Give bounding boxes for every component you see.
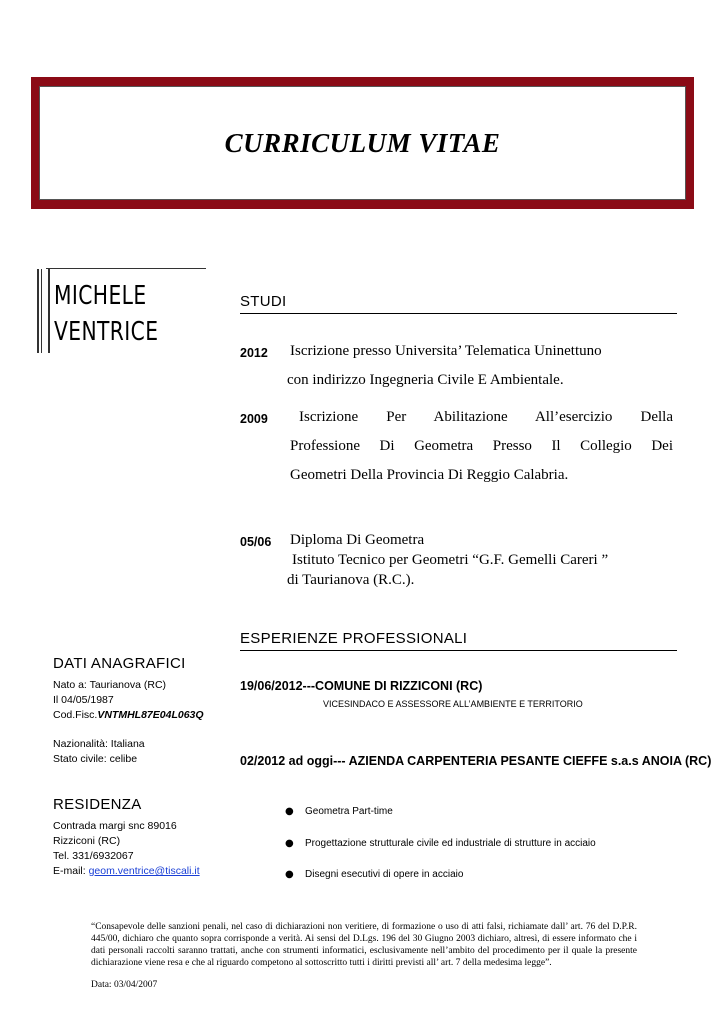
job-2-bullet-2: Progettazione strutturale civile ed industriale di strutture in acciaio xyxy=(305,838,596,849)
residenza-heading: RESIDENZA xyxy=(53,796,142,813)
residenza-line2: Rizziconi (RC) xyxy=(53,835,121,847)
studi-heading: STUDI xyxy=(240,293,287,310)
codfisc-value: VNTMHL87E04L063Q xyxy=(97,709,204,721)
email-link[interactable]: geom.ventrice@tiscali.it xyxy=(88,865,200,877)
studi-entry-3-line1: Diploma Di Geometra xyxy=(290,532,425,548)
job-1-title: 19/06/2012---COMUNE DI RIZZICONI (RC) xyxy=(240,679,483,693)
person-name xyxy=(54,278,158,350)
anagrafici-nato: Nato a: Taurianova (RC) xyxy=(53,679,167,691)
job-1-role: VICESINDACO E ASSESSORE ALL’AMBIENTE E TERRITORIO xyxy=(323,699,583,709)
title-banner-inner xyxy=(39,86,686,200)
document-date: Data: 03/04/2007 xyxy=(91,980,158,990)
studi-year-2: 2009 xyxy=(240,412,268,426)
name-top-rule xyxy=(46,268,206,269)
studi-entry-2-line2: Professione Di Geometra Presso Il Collegio Dei xyxy=(290,438,673,454)
studi-entry-3-line3: di Taurianova (R.C.). xyxy=(287,572,415,588)
bullet-icon: ● xyxy=(285,838,294,849)
name-decor-bars xyxy=(37,269,50,353)
residenza-line1: Contrada margi snc 89016 xyxy=(53,820,177,832)
residenza-tel: Tel. 331/6932067 xyxy=(53,850,134,862)
studi-entry-1-line1: Iscrizione presso Universita’ Telematica Uninettuno xyxy=(290,343,602,359)
studi-entry-3-line2: Istituto Tecnico per Geometri “G.F. Gemelli Careri ” xyxy=(292,552,609,568)
disclaimer-text: “Consapevole delle sanzioni penali, nel caso di dichiarazioni non veritiere, di formazione o uso di atti falsi, richiamate dall’ art. 76 del D.P.R. 445/00, dichiaro che quanto sopra corrisponde a verità. Ai sensi del D.Lgs. 196 del 30 Giugno 2003 dichiaro, altresì, di essere informato che i dati personali raccolti saranno trattati, anche con strumenti informatici, esclusivamente nell’ambito del procedimento per il quale la presente dichiarazione viene resa e che al riguardo competono al sottoscritto tutti i diritti previsti all’ art. 7 della medesima legge”. xyxy=(91,922,637,968)
anagrafici-codfisc xyxy=(53,708,204,723)
esperienze-rule xyxy=(240,650,677,651)
last-name: VENTRICE xyxy=(54,317,159,347)
studi-entry-2-line1: Iscrizione Per Abilitazione All’esercizio Della xyxy=(299,409,673,425)
page-title: CURRICULUM VITAE xyxy=(224,127,501,158)
title-banner xyxy=(31,77,694,209)
job-2-title: 02/2012 ad oggi--- AZIENDA CARPENTERIA PESANTE CIEFFE s.a.s ANOIA (RC) xyxy=(240,754,712,768)
codfisc-label: Cod.Fisc. xyxy=(53,709,98,721)
studi-year-3: 05/06 xyxy=(240,535,272,549)
first-name: MICHELE xyxy=(54,281,147,311)
studi-entry-1-line2: con indirizzo Ingegneria Civile E Ambientale. xyxy=(287,372,564,388)
studi-year-1: 2012 xyxy=(240,346,268,360)
job-2-bullet-1: Geometra Part-time xyxy=(305,806,393,817)
bullet-icon: ● xyxy=(285,869,294,880)
email-label: E-mail: xyxy=(53,865,86,877)
job-2-bullet-3: Disegni esecutivi di opere in acciaio xyxy=(305,869,464,880)
anagrafici-heading: DATI ANAGRAFICI xyxy=(53,655,186,672)
studi-rule xyxy=(240,313,677,314)
anagrafici-nazionalita: Nazionalità: Italiana xyxy=(53,738,145,750)
anagrafici-il: Il 04/05/1987 xyxy=(53,694,114,706)
name-decor-bar-mid xyxy=(41,269,42,353)
anagrafici-stato: Stato civile: celibe xyxy=(53,753,138,765)
residenza-email-row xyxy=(53,864,200,879)
studi-entry-2-line3: Geometri Della Provincia Di Reggio Calabria. xyxy=(290,467,569,483)
esperienze-heading: ESPERIENZE PROFESSIONALI xyxy=(240,630,468,647)
bullet-icon: ● xyxy=(285,806,294,817)
